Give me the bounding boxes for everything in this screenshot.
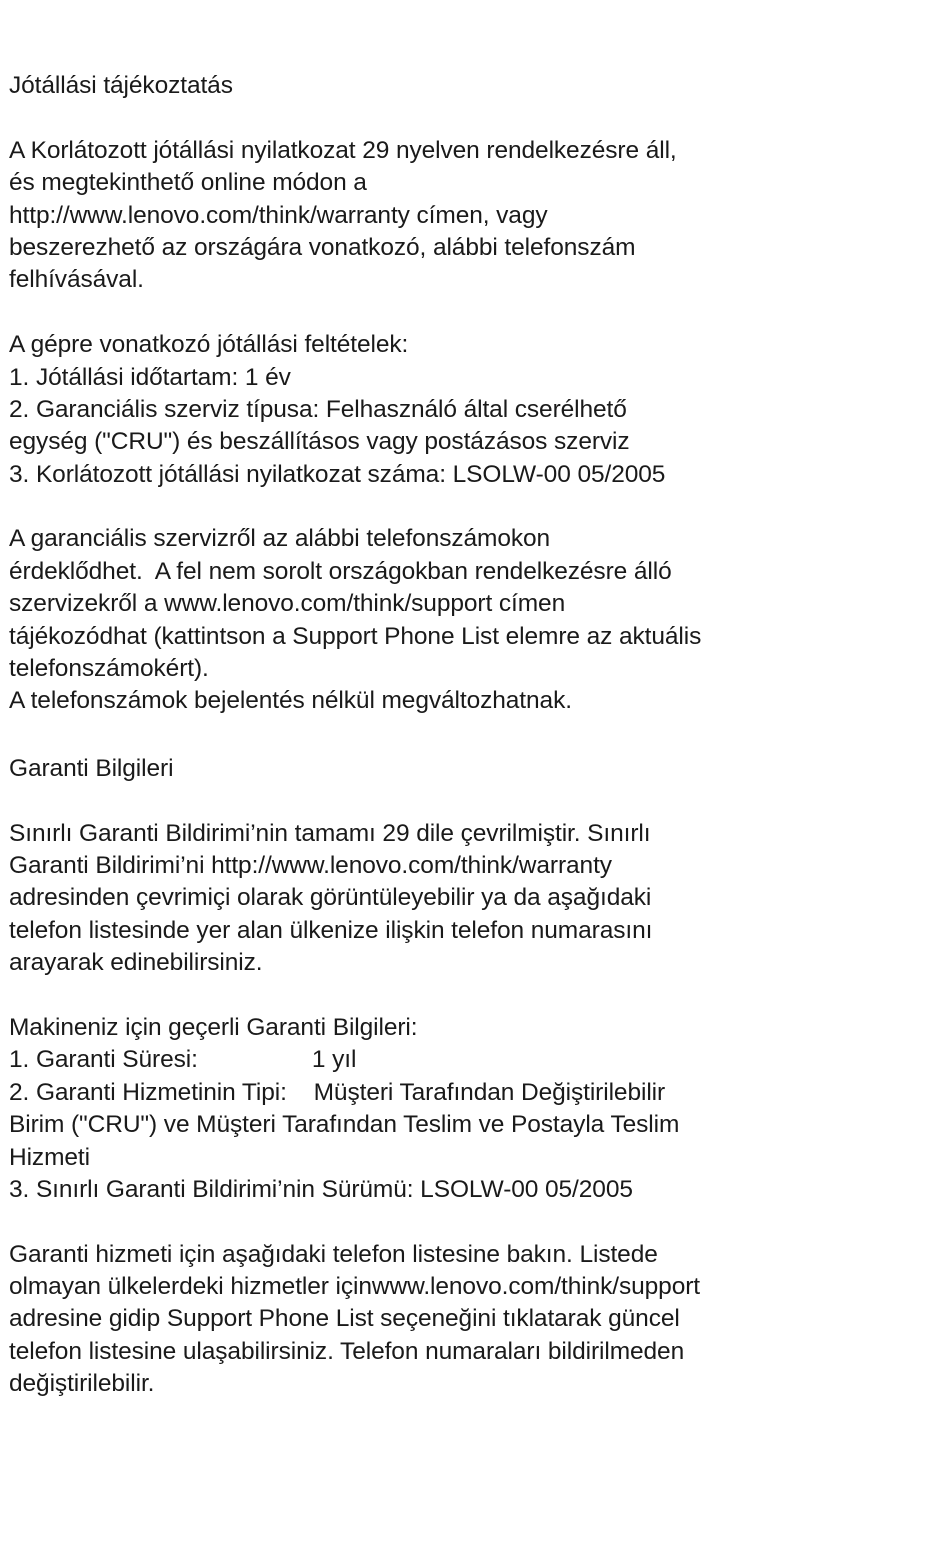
- tr-service-paragraph: [9, 1239, 929, 1401]
- turkish-section: [9, 753, 929, 1401]
- paragraph-line: http://www.lenovo.com/think/warranty címen, vagy: [9, 201, 548, 229]
- paragraph-line: felhívásával.: [9, 266, 144, 294]
- tr-terms-list: [9, 1012, 929, 1206]
- hu-section-title: Jótállási tájékoztatás: [9, 72, 233, 99]
- list-item: egység ("CRU") és beszállításos vagy postázásos szerviz: [9, 428, 630, 456]
- hungarian-section: [9, 70, 929, 718]
- paragraph-line: arayarak edinebilirsiniz.: [9, 949, 263, 977]
- list-item: 3. Sınırlı Garanti Bildirimi’nin Sürümü: LSOLW-00 05/2005: [9, 1175, 633, 1203]
- tr-intro-paragraph: [9, 818, 929, 980]
- paragraph-line: szervizekről a www.lenovo.com/think/support címen: [9, 590, 566, 618]
- paragraph-line: olmayan ülkelerdeki hizmetler içinwww.lenovo.com/think/support: [9, 1273, 700, 1301]
- list-item: 1. Jótállási időtartam: 1 év: [9, 363, 291, 391]
- list-item: 2. Garanti Hizmetinin Tipi: Müşteri Tarafından Değiştirilebilir: [9, 1078, 666, 1106]
- paragraph-line: A garanciális szervizről az alábbi telefonszámokon: [9, 525, 551, 553]
- paragraph-line: adresine gidip Support Phone List seçeneğini tıklatarak güncel: [9, 1305, 680, 1333]
- paragraph-line: A Korlátozott jótállási nyilatkozat 29 nyelven rendelkezésre áll,: [9, 136, 677, 164]
- list-heading: A gépre vonatkozó jótállási feltételek:: [9, 331, 409, 359]
- paragraph-line: A telefonszámok bejelentés nélkül megváltozhatnak.: [9, 687, 572, 715]
- list-item: Birim ("CRU") ve Müşteri Tarafından Teslim ve Postayla Teslim: [9, 1111, 680, 1139]
- list-item: 1. Garanti Süresi: 1 yıl: [9, 1046, 357, 1074]
- list-item: 3. Korlátozott jótállási nyilatkozat száma: LSOLW-00 05/2005: [9, 460, 666, 488]
- paragraph-line: adresinden çevrimiçi olarak görüntüleyebilir ya da aşağıdaki: [9, 884, 652, 912]
- document-page: [9, 70, 929, 1401]
- list-heading: Makineniz için geçerli Garanti Bilgileri:: [9, 1013, 418, 1041]
- paragraph-line: Garanti hizmeti için aşağıdaki telefon listesine bakın. Listede: [9, 1240, 658, 1268]
- hu-intro-paragraph: [9, 135, 929, 297]
- tr-section-title: Garanti Bilgileri: [9, 754, 174, 782]
- paragraph-line: tájékozódhat (kattintson a Support Phone List elemre az aktuális: [9, 622, 702, 650]
- paragraph-line: telefon listesine ulaşabilirsiniz. Telefon numaraları bildirilmeden: [9, 1337, 685, 1365]
- paragraph-line: Sınırlı Garanti Bildirimi’nin tamamı 29 dile çevrilmiştir. Sınırlı: [9, 819, 651, 847]
- paragraph-line: és megtekinthető online módon a: [9, 169, 367, 197]
- paragraph-line: telefonszámokért).: [9, 655, 209, 683]
- list-item: Hizmeti: [9, 1143, 90, 1171]
- hu-terms-list: [9, 329, 929, 491]
- paragraph-line: değiştirilebilir.: [9, 1370, 155, 1398]
- paragraph-line: érdeklődhet. A fel nem sorolt országokban rendelkezésre álló: [9, 557, 672, 585]
- paragraph-line: beszerezhető az országára vonatkozó, alábbi telefonszám: [9, 233, 636, 261]
- paragraph-line: Garanti Bildirimi’ni http://www.lenovo.com/think/warranty: [9, 851, 612, 879]
- list-item: 2. Garanciális szerviz típusa: Felhasználó által cserélhető: [9, 395, 627, 423]
- paragraph-line: telefon listesinde yer alan ülkenize ilişkin telefon numarasını: [9, 916, 653, 944]
- hu-service-paragraph: [9, 523, 929, 717]
